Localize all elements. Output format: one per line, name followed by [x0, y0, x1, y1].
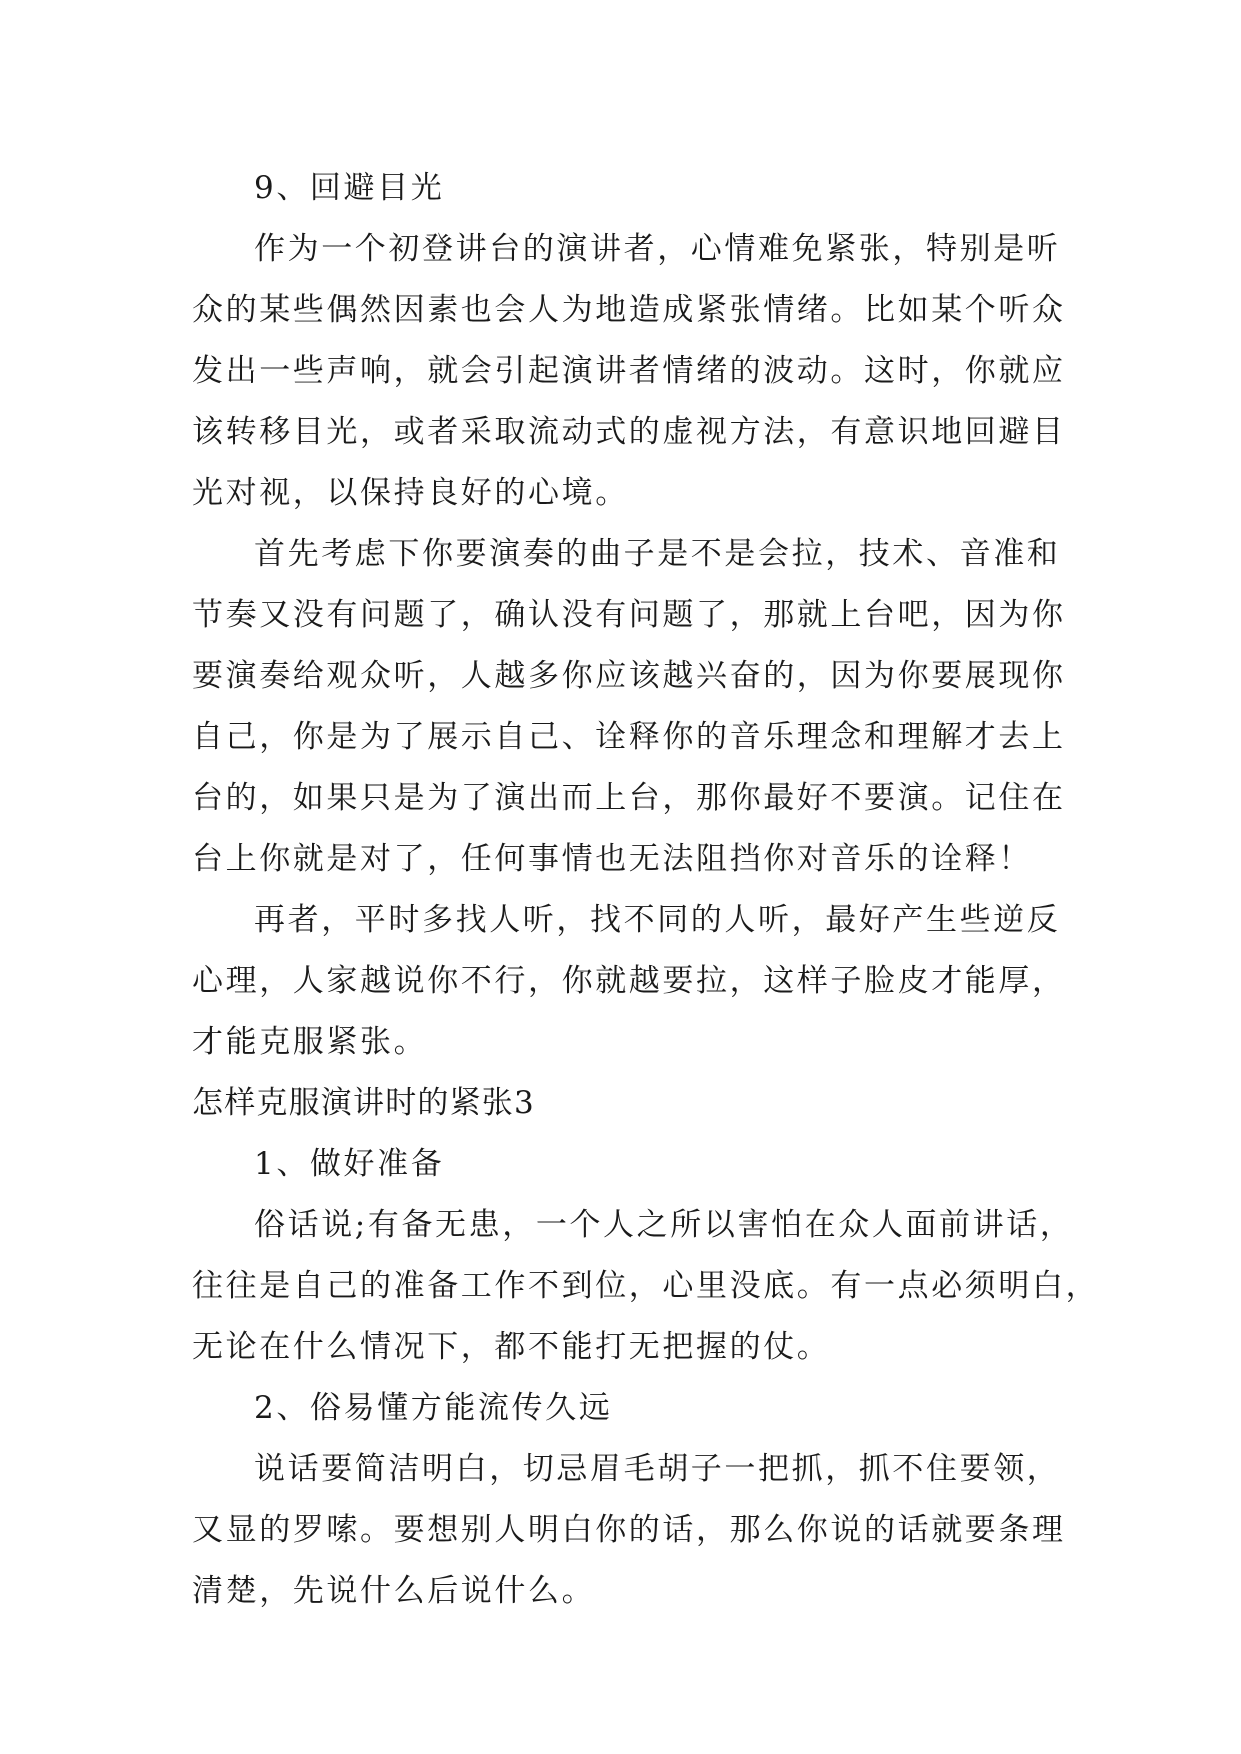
paragraph-line: 往往是自己的准备工作不到位，心里没底。有一点必须明白，	[192, 1268, 1100, 1304]
paragraph	[192, 219, 1066, 524]
section-heading: 9、回避目光	[254, 170, 445, 206]
paragraph-line: 要演奏给观众听，人越多你应该越兴奋的，因为你要展现你	[192, 658, 1066, 694]
paragraph-line: 台的，如果只是为了演出而上台，那你最好不要演。记住在	[192, 780, 1066, 816]
paragraph-line: 发出一些声响，就会引起演讲者情绪的波动。这时，你就应	[192, 353, 1066, 389]
paragraph-line: 清楚，先说什么后说什么。	[192, 1573, 596, 1609]
paragraph-line: 说话要简洁明白，切忌眉毛胡子一把抓，抓不住要领，	[254, 1451, 1061, 1487]
section-heading: 2、俗易懂方能流传久远	[254, 1390, 613, 1426]
paragraph-line: 俗话说;有备无患，一个人之所以害怕在众人面前讲话，	[254, 1207, 1074, 1243]
paragraph-line: 光对视，以保持良好的心境。	[192, 475, 629, 511]
paragraph-line: 作为一个初登讲台的演讲者，心情难免紧张，特别是听	[254, 231, 1061, 267]
paragraph-line: 节奏又没有问题了，确认没有问题了，那就上台吧，因为你	[192, 597, 1066, 633]
paragraph-line: 再者，平时多找人听，找不同的人听，最好产生些逆反	[254, 902, 1061, 938]
paragraph-line: 台上你就是对了，任何事情也无法阻挡你对音乐的诠释！	[192, 841, 1032, 877]
document-body	[192, 158, 1100, 1622]
paragraph-line: 自己，你是为了展示自己、诠释你的音乐理念和理解才去上	[192, 719, 1066, 755]
paragraph	[192, 1195, 1100, 1378]
paragraph	[192, 890, 1066, 1073]
paragraph-line: 又显的罗嗦。要想别人明白你的话，那么你说的话就要条理	[192, 1512, 1066, 1548]
paragraph-line: 首先考虑下你要演奏的曲子是不是会拉，技术、音准和	[254, 536, 1061, 572]
section-heading: 1、做好准备	[254, 1146, 445, 1182]
paragraph	[192, 524, 1066, 890]
paragraph	[192, 1439, 1066, 1622]
paragraph-line: 无论在什么情况下，都不能打无把握的仗。	[192, 1329, 831, 1365]
paragraph-line: 才能克服紧张。	[192, 1024, 428, 1060]
section-title: 怎样克服演讲时的紧张3	[192, 1085, 535, 1121]
paragraph-line: 心理，人家越说你不行，你就越要拉，这样子脸皮才能厚，	[192, 963, 1066, 999]
paragraph-line: 众的某些偶然因素也会人为地造成紧张情绪。比如某个听众	[192, 292, 1066, 328]
paragraph-line: 该转移目光，或者采取流动式的虚视方法，有意识地回避目	[192, 414, 1066, 450]
